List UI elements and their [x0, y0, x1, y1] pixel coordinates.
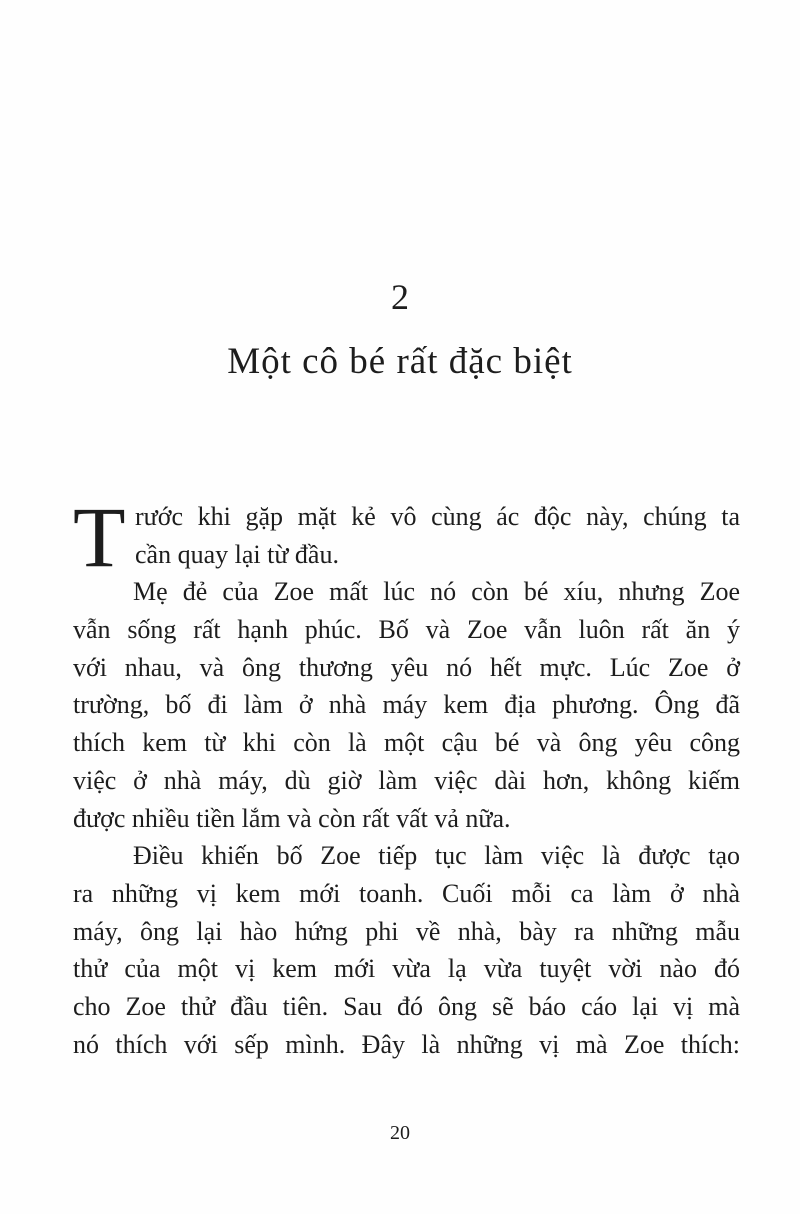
page-number: 20 — [390, 1122, 410, 1144]
paragraph-3 — [73, 837, 740, 1063]
text-line: với nhau, và ông thương yêu nó hết mực. Lúc Zoe ở — [73, 652, 740, 682]
body-text — [73, 489, 740, 1063]
text-line: thử của một vị kem mới vừa lạ vừa tuyệt vời nào đó — [73, 954, 740, 984]
text-line: Mẹ đẻ của Zoe mất lúc nó còn bé xíu, nhưng Zoe — [133, 577, 740, 607]
chapter-title: Một cô bé rất đặc biệt — [227, 341, 573, 382]
paragraph-1 — [73, 489, 740, 585]
paragraph-2 — [73, 573, 740, 837]
text-line: thích kem từ khi còn là một cậu bé và ông yêu công — [73, 728, 740, 758]
text-line: việc ở nhà máy, dù giờ làm việc dài hơn, không kiếm — [73, 765, 740, 795]
chapter-number: 2 — [391, 277, 409, 317]
text-line: Điều khiến bố Zoe tiếp tục làm việc là được tạo — [133, 841, 740, 871]
text-line: trường, bố đi làm ở nhà máy kem địa phương. Ông đã — [73, 690, 740, 720]
drop-cap: T — [73, 489, 126, 585]
text-line: được nhiều tiền lắm và còn rất vất vả nữa. — [73, 803, 511, 833]
text-line: nó thích với sếp mình. Đây là những vị mà Zoe thích: — [73, 1029, 740, 1059]
text-line: cần quay lại từ đầu. — [135, 539, 339, 569]
text-line: cho Zoe thử đầu tiên. Sau đó ông sẽ báo cáo lại vị mà — [73, 991, 740, 1021]
text-line: vẫn sống rất hạnh phúc. Bố và Zoe vẫn luôn rất ăn ý — [73, 615, 740, 645]
text-line: ra những vị kem mới toanh. Cuối mỗi ca làm ở nhà — [73, 878, 740, 908]
text-line: máy, ông lại hào hứng phi về nhà, bày ra những mẫu — [73, 916, 740, 946]
text-line: rước khi gặp mặt kẻ vô cùng ác độc này, chúng ta — [135, 502, 740, 531]
